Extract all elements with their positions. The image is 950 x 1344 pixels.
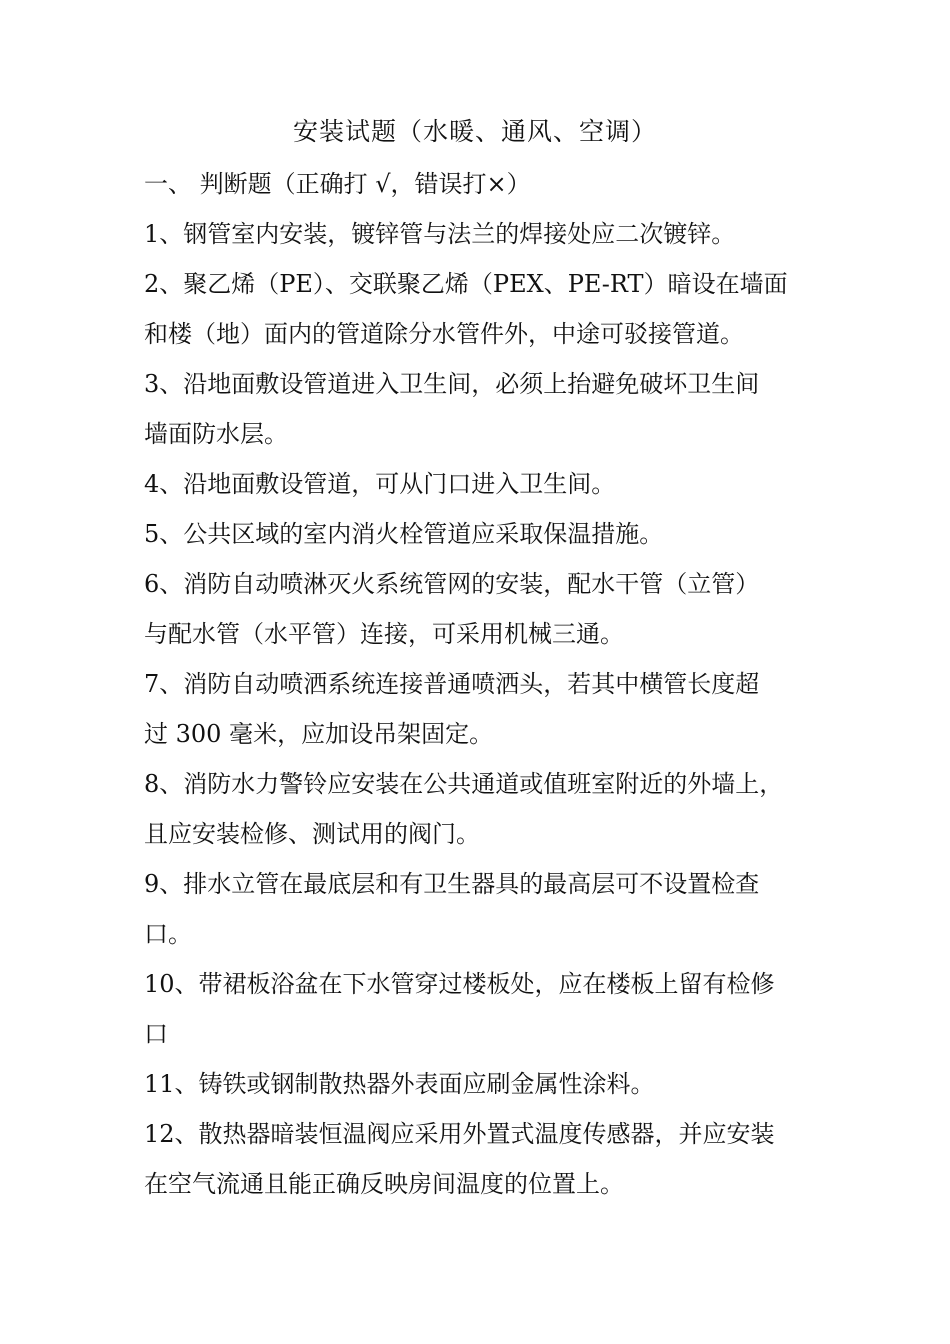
text-line: 4、沿地面敷设管道，可从门口进入卫生间。 bbox=[144, 470, 616, 498]
text-line: 2、聚乙烯（PE）、交联聚乙烯（PEX、PE-RT）暗设在墙面 bbox=[144, 270, 788, 298]
text-line: 7、消防自动喷洒系统连接普通喷洒头，若其中横管长度超 bbox=[144, 670, 760, 698]
text-line: 11、铸铁或钢制散热器外表面应刷金属性涂料。 bbox=[144, 1070, 655, 1098]
text-line: 口。 bbox=[144, 920, 192, 948]
text-line: 与配水管（水平管）连接，可采用机械三通。 bbox=[144, 620, 624, 648]
page-title: 安装试题（水暖、通风、空调） bbox=[292, 117, 657, 146]
text-line: 12、散热器暗装恒温阀应采用外置式温度传感器，并应安装 bbox=[144, 1120, 775, 1148]
text-line: 3、沿地面敷设管道进入卫生间，必须上抬避免破坏卫生间 bbox=[144, 370, 760, 398]
text-line: 9、排水立管在最底层和有卫生器具的最高层可不设置检查 bbox=[144, 870, 760, 898]
text-line: 8、消防水力警铃应安装在公共通道或值班室附近的外墙上， bbox=[144, 770, 784, 798]
text-line: 过 300 毫米，应加设吊架固定。 bbox=[144, 720, 494, 748]
text-line: 在空气流通且能正确反映房间温度的位置上。 bbox=[144, 1170, 624, 1198]
text-line: 且应安装检修、测试用的阀门。 bbox=[144, 820, 480, 848]
text-line: 口 bbox=[144, 1020, 168, 1048]
text-line: 和楼（地）面内的管道除分水管件外，中途可驳接管道。 bbox=[144, 320, 744, 348]
text-line: 6、消防自动喷淋灭火系统管网的安装，配水干管（立管） bbox=[144, 570, 760, 598]
text-line: 5、公共区域的室内消火栓管道应采取保温措施。 bbox=[144, 520, 664, 548]
text-line: 墙面防水层。 bbox=[144, 420, 288, 448]
text-line: 1、钢管室内安装，镀锌管与法兰的焊接处应二次镀锌。 bbox=[144, 220, 736, 248]
section-heading: 一、 判断题（正确打 √，错误打×） bbox=[144, 170, 531, 198]
text-line: 10、带裙板浴盆在下水管穿过楼板处，应在楼板上留有检修 bbox=[144, 970, 775, 998]
